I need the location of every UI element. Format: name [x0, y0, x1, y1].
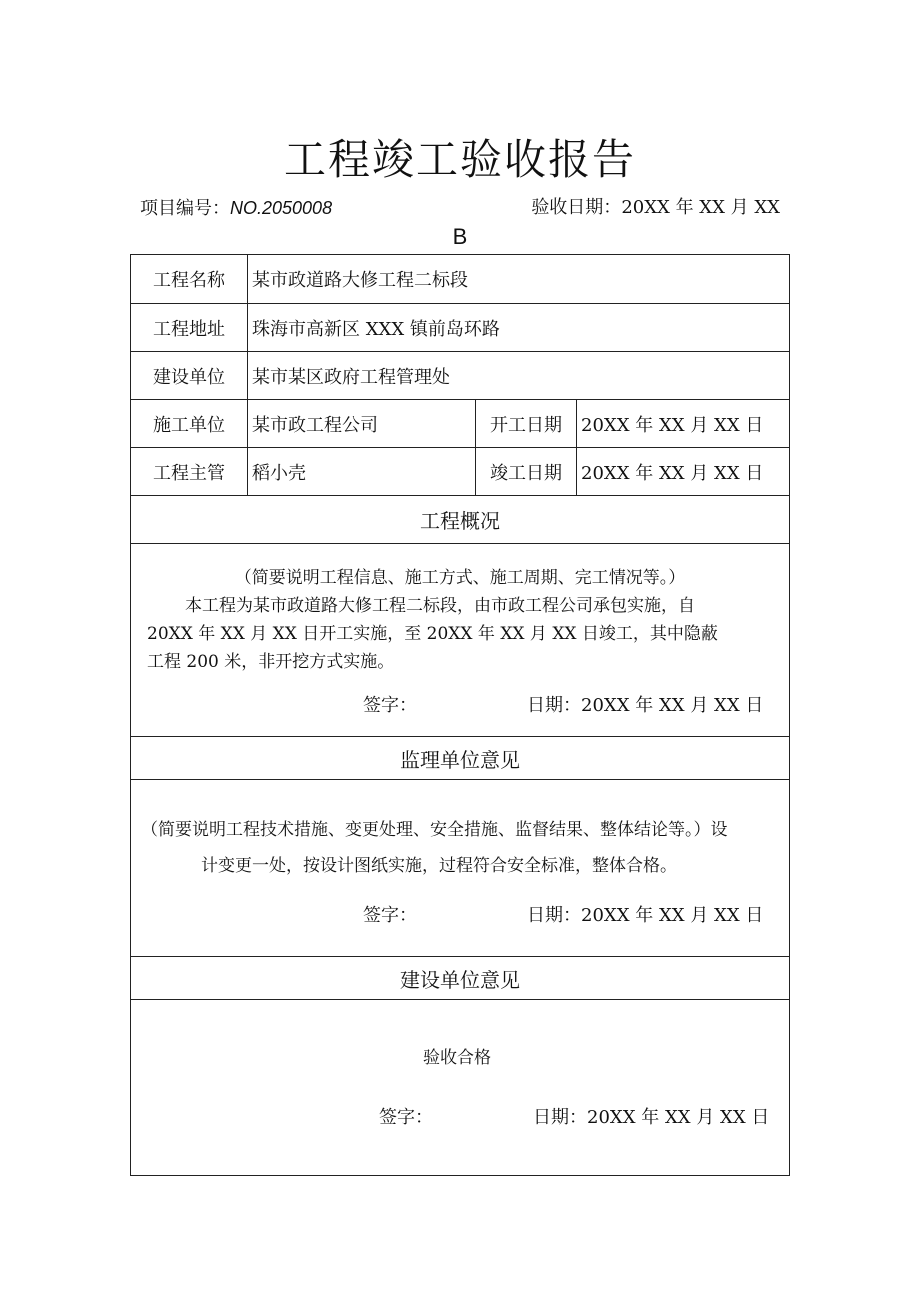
- project-address-value: 珠海市高新区 XXX 镇前岛环路: [252, 318, 500, 340]
- finish-date-label: 竣工日期: [476, 448, 577, 495]
- supervision-heading: 监理单位意见: [400, 747, 520, 772]
- overview-date: 日期：20XX 年 XX 月 XX 日: [527, 695, 764, 716]
- contractor-label: 施工单位: [131, 400, 248, 447]
- project-number: [140, 196, 332, 221]
- overview-line-1: 本工程为某市政道路大修工程二标段，由市政工程公司承包实施，自: [185, 596, 695, 616]
- builder-opinion-heading: 建设单位意见: [400, 967, 520, 992]
- overview-line-3: 工程 200 米，非开挖方式实施。: [147, 652, 395, 672]
- builder-opinion-heading-row: [131, 957, 789, 1000]
- acceptance-date: [531, 196, 780, 220]
- contractor-value: 某市政工程公司: [248, 400, 476, 447]
- overview-sign-label: 签字：: [363, 695, 417, 716]
- project-address-label: 工程地址: [131, 304, 248, 351]
- project-number-label: 项目编号：: [140, 198, 230, 219]
- row-manager: [131, 448, 789, 496]
- builder-opinion-sign-label: 签字：: [379, 1107, 433, 1128]
- row-builder: [131, 352, 789, 400]
- supervision-body: [131, 780, 789, 957]
- acceptance-date-value: 20XX 年 XX 月 XX: [621, 197, 780, 218]
- builder-label: 建设单位: [131, 352, 248, 399]
- supervision-sign-label: 签字：: [363, 905, 417, 926]
- acceptance-form: [130, 254, 790, 1176]
- overview-heading: 工程概况: [420, 509, 500, 533]
- manager-value: 稻小壳: [248, 448, 476, 495]
- finish-date-value: 20XX 年 XX 月 XX 日: [581, 462, 764, 484]
- row-project-address: [131, 304, 789, 352]
- acceptance-date-label: 验收日期：: [531, 197, 622, 218]
- manager-label: 工程主管: [131, 448, 248, 495]
- builder-opinion-date: 日期：20XX 年 XX 月 XX 日: [533, 1107, 770, 1128]
- builder-opinion-text: 验收合格: [423, 1048, 491, 1068]
- acceptance-date-wrap: B: [452, 224, 468, 249]
- row-contractor: [131, 400, 789, 448]
- project-name-label: 工程名称: [131, 255, 248, 303]
- start-date-value: 20XX 年 XX 月 XX 日: [581, 414, 764, 436]
- overview-body: [131, 544, 789, 737]
- document-title: 工程竣工验收报告: [283, 135, 636, 184]
- builder-value: 某市某区政府工程管理处: [252, 366, 450, 388]
- supervision-heading-row: [131, 737, 789, 780]
- overview-heading-row: [131, 496, 789, 544]
- overview-line-2: 20XX 年 XX 月 XX 日开工实施，至 20XX 年 XX 月 XX 日竣工，其中隐蔽: [147, 624, 718, 644]
- builder-opinion-body: [131, 1000, 789, 1175]
- project-name-value: 某市政道路大修工程二标段: [252, 270, 468, 291]
- project-number-value: NO.2050008: [230, 198, 333, 218]
- start-date-label: 开工日期: [476, 400, 577, 447]
- supervision-line-1: （简要说明工程技术措施、变更处理、安全措施、监督结果、整体结论等。）设: [141, 820, 728, 840]
- overview-hint: （简要说明工程信息、施工方式、施工周期、完工情况等。）: [234, 568, 686, 588]
- supervision-date: 日期：20XX 年 XX 月 XX 日: [527, 905, 764, 926]
- supervision-line-2: 计变更一处，按设计图纸实施，过程符合安全标准，整体合格。: [201, 856, 677, 876]
- row-project-name: [131, 255, 789, 304]
